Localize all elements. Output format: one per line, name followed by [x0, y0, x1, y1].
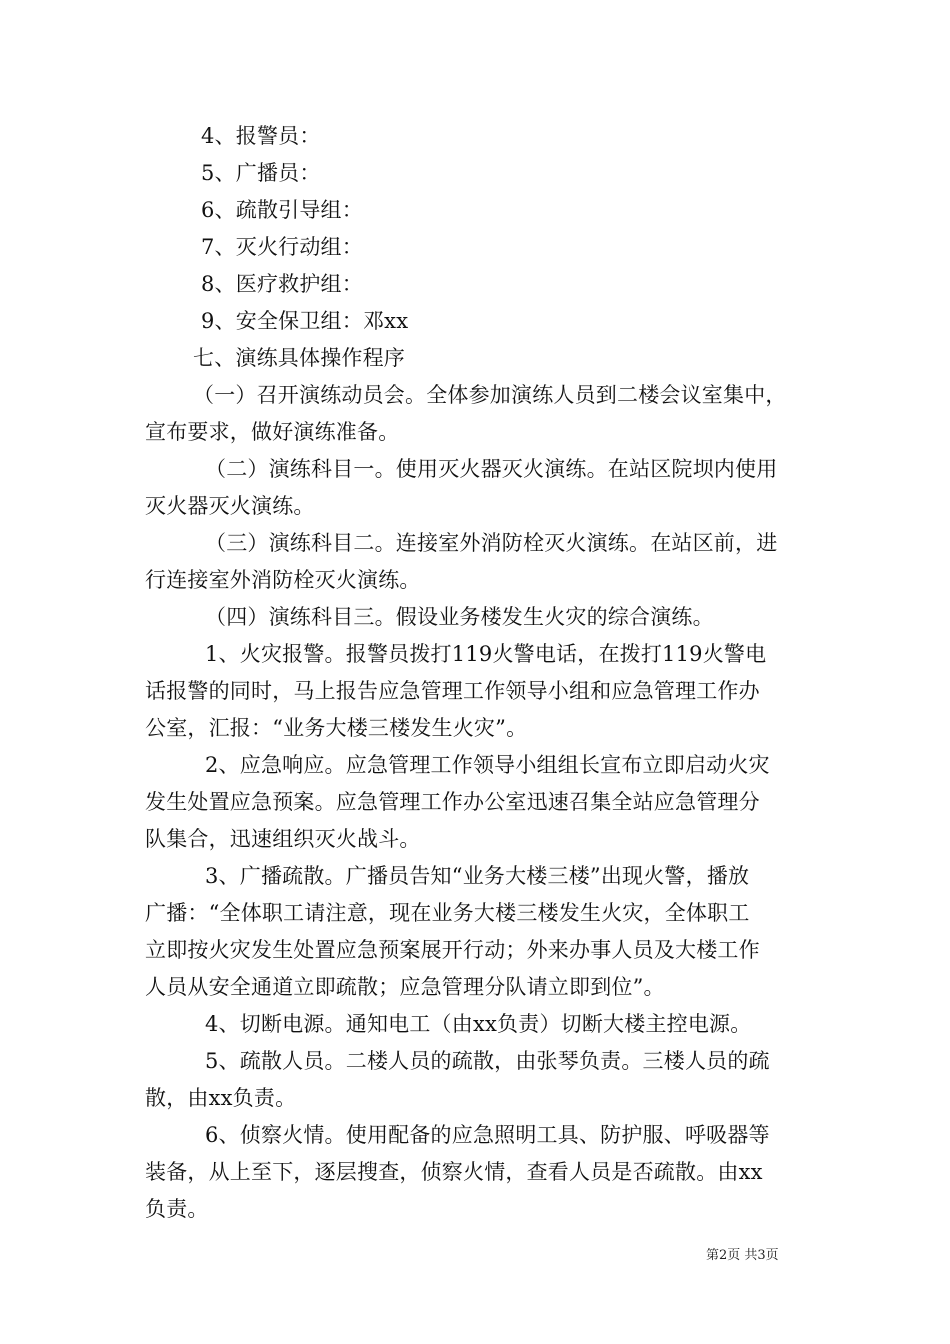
- text-line: 负责。: [145, 1197, 209, 1221]
- text-line: 1、火灾报警。报警员拨打119火警电话，在拨打119火警电: [205, 642, 767, 666]
- text-line: （三）演练科目二。连接室外消防栓灭火演练。在站区前，进: [205, 531, 778, 555]
- text-line: 6、疏散引导组：: [201, 198, 363, 222]
- text-line: 3、广播疏散。广播员告知“业务大楼三楼”出现火警，播放: [205, 864, 750, 888]
- text-line: 行连接室外消防栓灭火演练。: [145, 568, 421, 592]
- text-line: 装备，从上至下，逐层搜查，侦察火情，查看人员是否疏散。由xx: [145, 1160, 763, 1184]
- text-line: 灭火器灭火演练。: [145, 494, 315, 518]
- text-line: 发生处置应急预案。应急管理工作办公室迅速召集全站应急管理分: [145, 790, 760, 814]
- text-line: 散，由xx负责。: [145, 1086, 297, 1110]
- text-line: 宣布要求，做好演练准备。: [145, 420, 400, 444]
- text-line: 5、疏散人员。二楼人员的疏散，由张琴负责。三楼人员的疏: [205, 1049, 770, 1073]
- text-line: 6、侦察火情。使用配备的应急照明工具、防护服、呼吸器等: [205, 1123, 770, 1147]
- text-line: （四）演练科目三。假设业务楼发生火灾的综合演练。: [205, 605, 714, 629]
- text-line: 广播：“全体职工请注意，现在业务大楼三楼发生火灾，全体职工: [145, 901, 750, 925]
- text-line: 公室，汇报：“业务大楼三楼发生火灾”。: [145, 716, 528, 740]
- text-line: 5、广播员：: [201, 161, 321, 185]
- text-line: 4、切断电源。通知电工（由xx负责）切断大楼主控电源。: [205, 1012, 752, 1036]
- text-line: 4、报警员：: [201, 124, 321, 148]
- page-number: 第2页 共3页: [706, 1248, 779, 1263]
- text-line: 2、应急响应。应急管理工作领导小组组长宣布立即启动火灾: [205, 753, 770, 777]
- text-line: （二）演练科目一。使用灭火器灭火演练。在站区院坝内使用: [205, 457, 778, 481]
- text-line: 7、灭火行动组：: [201, 235, 363, 259]
- text-line: 人员从安全通道立即疏散；应急管理分队请立即到位”。: [145, 975, 665, 999]
- text-line: 队集合，迅速组织灭火战斗。: [145, 827, 421, 851]
- text-line: 9、安全保卫组：邓xx: [201, 309, 409, 333]
- document-body: [145, 118, 810, 1228]
- text-line: 话报警的同时，马上报告应急管理工作领导小组和应急管理工作办: [145, 679, 760, 703]
- section-heading: 七、演练具体操作程序: [193, 346, 405, 370]
- text-line: 8、医疗救护组：: [201, 272, 363, 296]
- text-line: 立即按火灾发生处置应急预案展开行动；外来办事人员及大楼工作: [145, 938, 760, 962]
- text-line: （一）召开演练动员会。全体参加演练人员到二楼会议室集中，: [193, 383, 787, 407]
